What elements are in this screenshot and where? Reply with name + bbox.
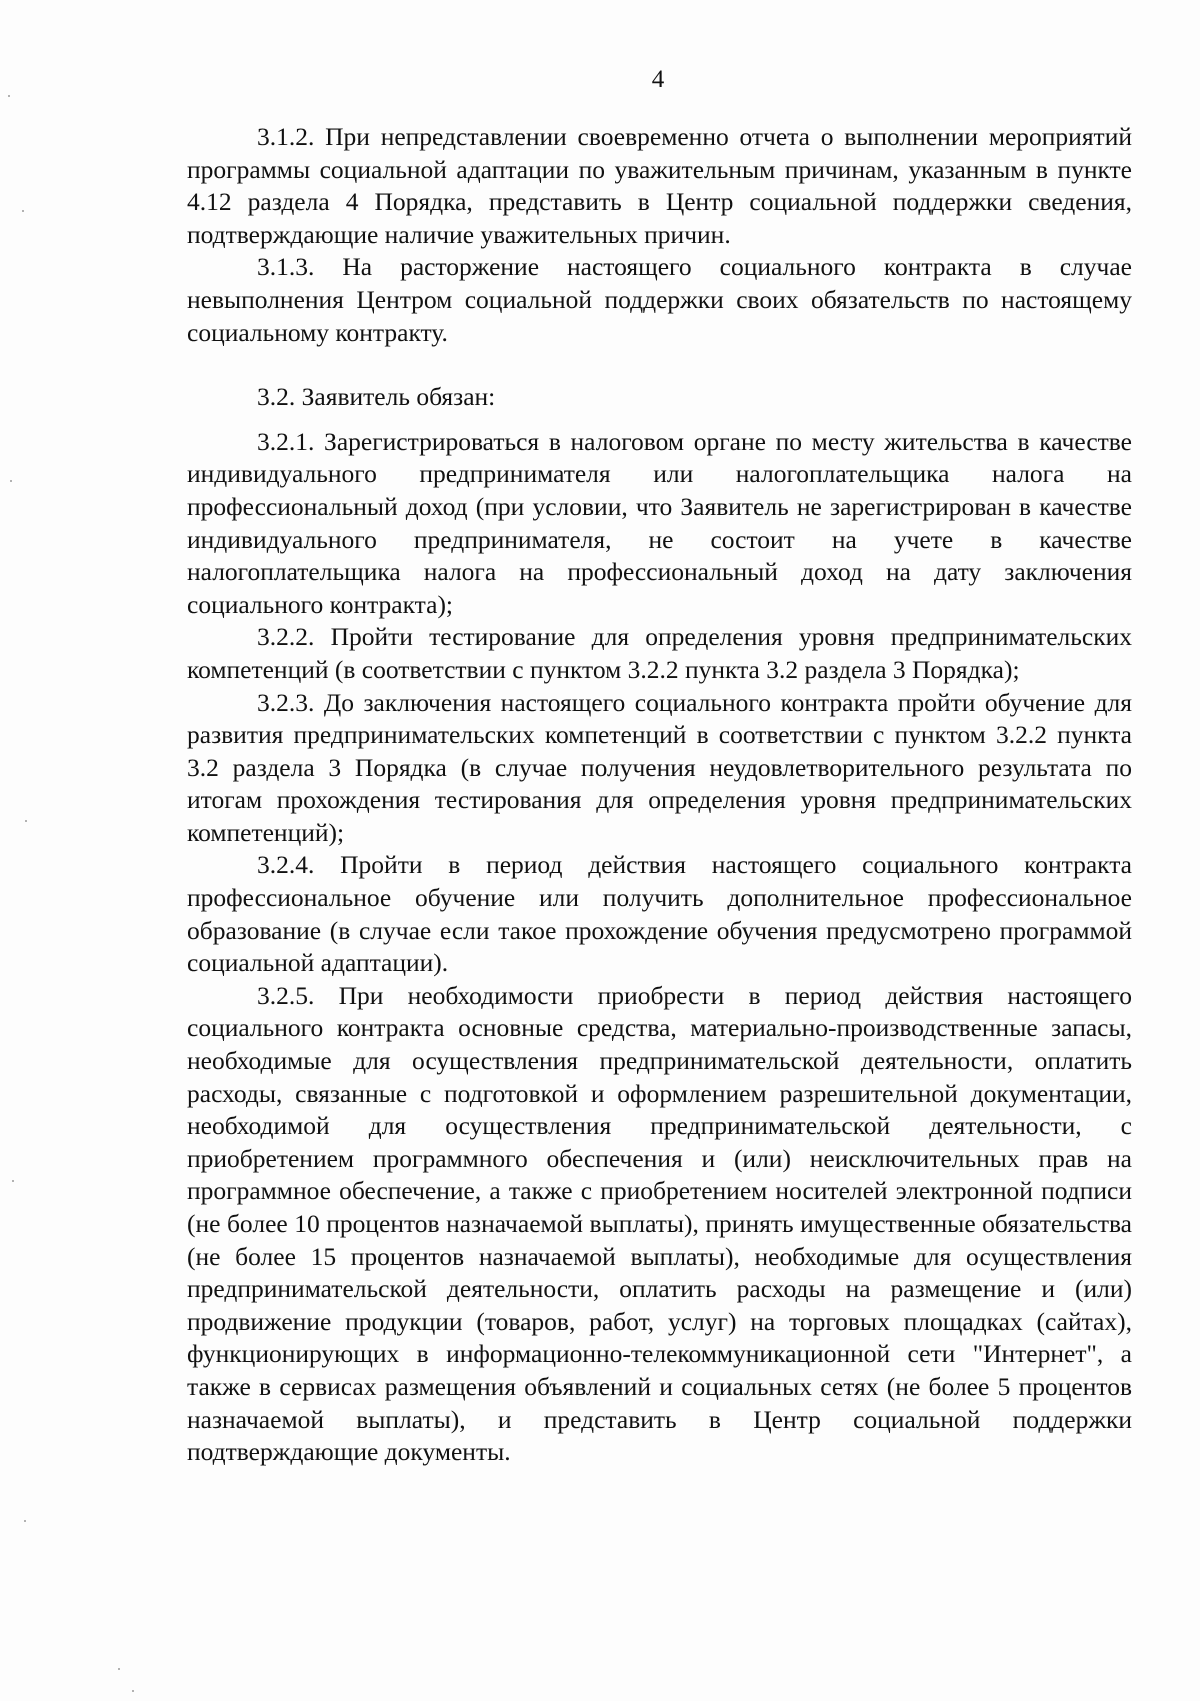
scan-speck (10, 480, 12, 482)
paragraph-3-2-4: 3.2.4. Пройти в период действия настоящего социального контракта профессиональное обучение или получить дополнительное профессиональное образование (в случае если такое прохождение обучения предусмотрено программой социальной адаптации). (187, 850, 1132, 978)
paragraph-3-2-5: 3.2.5. При необходимости приобрести в период действия настоящего социального контракта основные средства, материально-производственные запасы, необходимые для осуществления предпринимательской деятельности, оплатить расходы, связанные с подготовкой и оформлением разрешительной документации, необходимой для осуществления предпринимательской деятельности, с приобретением программного обеспечения и (или) неисключительных прав на программное обеспечение, а также с приобретением носителей электронной подписи (не более 10 процентов назначаемой выплаты), принять имущественные обязательства (не более 15 процентов назначаемой выплаты), необходимые для осуществления предпринимательской деятельности, оплатить расходы на размещение и (или) продвижение продукции (товаров, работ, услуг) на торговых площадках (сайтах), функционирующих в информационно-телекоммуникационной сети "Интернет", а также в сервисах размещения объявлений и социальных сетях (не более 5 процентов назначаемой выплаты), и представить в Центр социальной поддержки подтверждающие документы. (187, 980, 1132, 1467)
paragraph-3-1-3: 3.1.3. На расторжение настоящего социального контракта в случае невыполнения Центром социальной поддержки своих обязательств по настоящему социальному контракту. (187, 252, 1132, 347)
paragraph-3-2-3: 3.2.3. До заключения настоящего социального контракта пройти обучение для развития предпринимательских компетенций в соответствии с пунктом 3.2.2 пункта 3.2 раздела 3 Порядка (в случае получения неудовлетворительного результата по итогам прохождения тестирования для определения уровня предпринимательских компетенций); (187, 687, 1132, 847)
scan-speck (118, 1668, 120, 1670)
paragraph-3-1-2: 3.1.2. При непредставлении своевременно отчета о выполнении мероприятий программы социальной адаптации по уважительным причинам, указанным в пункте 4.12 раздела 4 Порядка, представить в Центр социальной поддержки сведения, подтверждающие наличие уважительных причин. (187, 122, 1132, 249)
scan-speck (24, 1520, 26, 1522)
scan-speck (8, 95, 10, 97)
document-body (187, 121, 1132, 1469)
page-number: 4 (651, 66, 665, 93)
scan-speck (12, 1180, 14, 1182)
scan-speck (25, 820, 27, 822)
paragraph-3-2-2: 3.2.2. Пройти тестирование для определения уровня предпринимательских компетенций (в соответствии с пунктом 3.2.2 пункта 3.2 раздела 3 Порядка); (187, 622, 1132, 684)
paragraph-3-2-1: 3.2.1. Зарегистрироваться в налоговом органе по месту жительства в качестве индивидуального предпринимателя или налогоплательщика налога на профессиональный доход (при условии, что Заявитель не зарегистрирован в качестве индивидуального предпринимателя, не состоит на учете в качестве налогоплательщика налога на профессиональный доход на дату заключения социального контракта); (187, 426, 1132, 619)
scan-speck (132, 1690, 134, 1692)
paragraph-3-2-heading: 3.2. Заявитель обязан: (257, 382, 496, 412)
scan-speck (22, 210, 24, 212)
